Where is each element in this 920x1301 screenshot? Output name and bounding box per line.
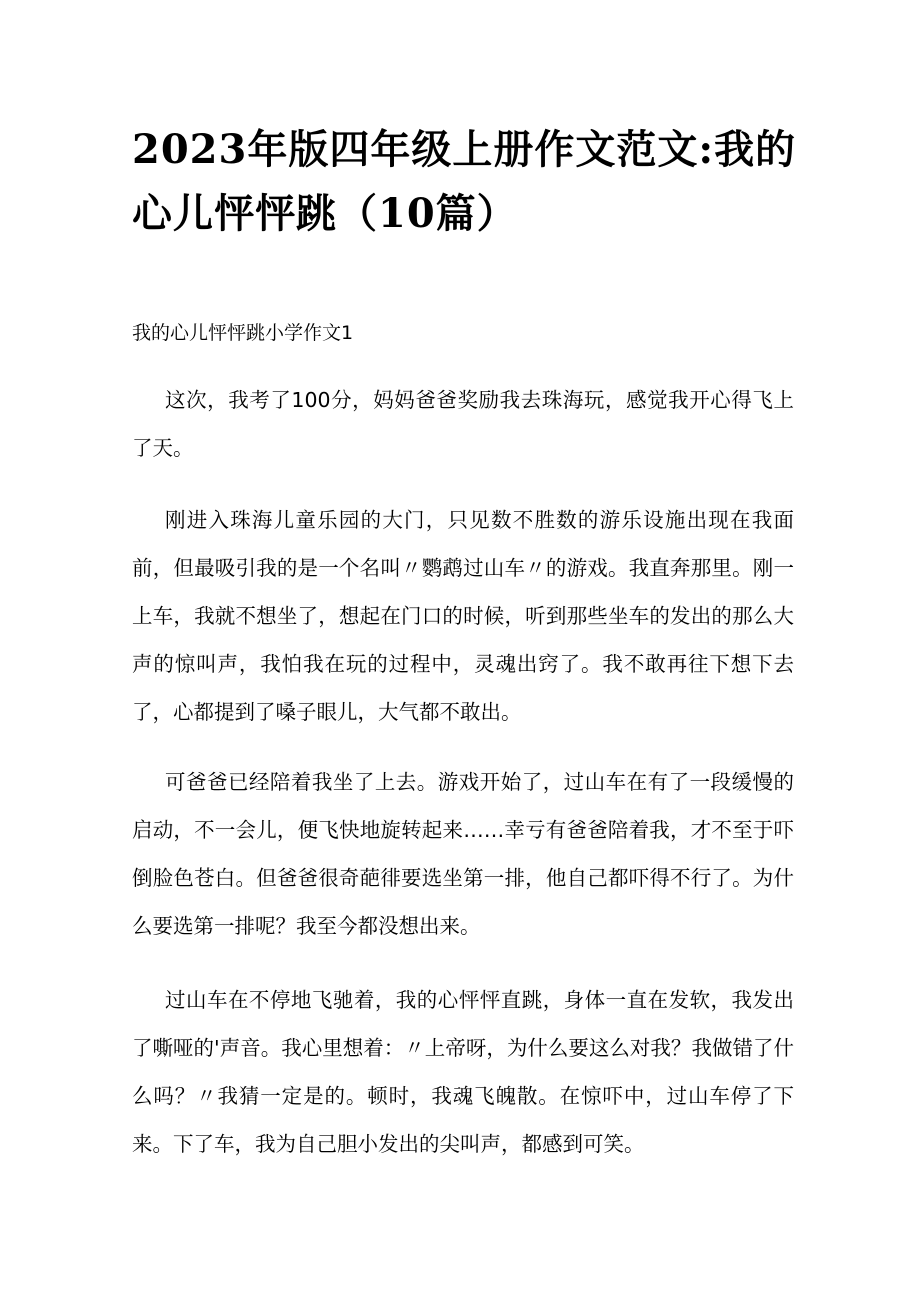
paragraph: 可爸爸已经陪着我坐了上去。游戏开始了，过山车在有了一段缓慢的启动，不一会儿，便飞快地旋转起来……幸亏有爸爸陪着我，才不至于吓倒脸色苍白。但爸爸很奇葩徘要选坐第一排，他自己都吓得不行了。为什么要选第一排呢？我至今都没想出来。 [132,770,794,938]
paragraph: 过山车在不停地飞驰着，我的心怦怦直跳，身体一直在发软，我发出了嘶哑的'声音。我心里想着：〃上帝呀，为什么要这么对我？我做错了什么吗？〃我猜一定是的。顿时，我魂飞魄散。在惊吓中，过山车停了下来。下了车，我为自己胆小发出的尖叫声，都感到可笑。 [132,988,794,1156]
document-title: 2023年版四年级上册作文范文:我的心儿怦怦跳（10篇） [132,126,797,237]
paragraph: 刚进入珠海儿童乐园的大门，只见数不胜数的游乐设施出现在我面前，但最吸引我的是一个名叫〃鹦鹉过山车〃的游戏。我直奔那里。刚一上车，我就不想坐了，想起在门口的时候，听到那些坐车的发出的那么大声的惊叫声，我怕我在玩的过程中，灵魂出窍了。我不敢再往下想下去了，心都提到了嗓子眼儿，大气都不敢出。 [132,508,794,724]
paragraph: 这次，我考了100分，妈妈爸爸奖励我去珠海玩，感觉我开心得飞上了天。 [132,388,794,460]
section-heading: 我的心儿怦怦跳小学作文1 [132,322,354,344]
